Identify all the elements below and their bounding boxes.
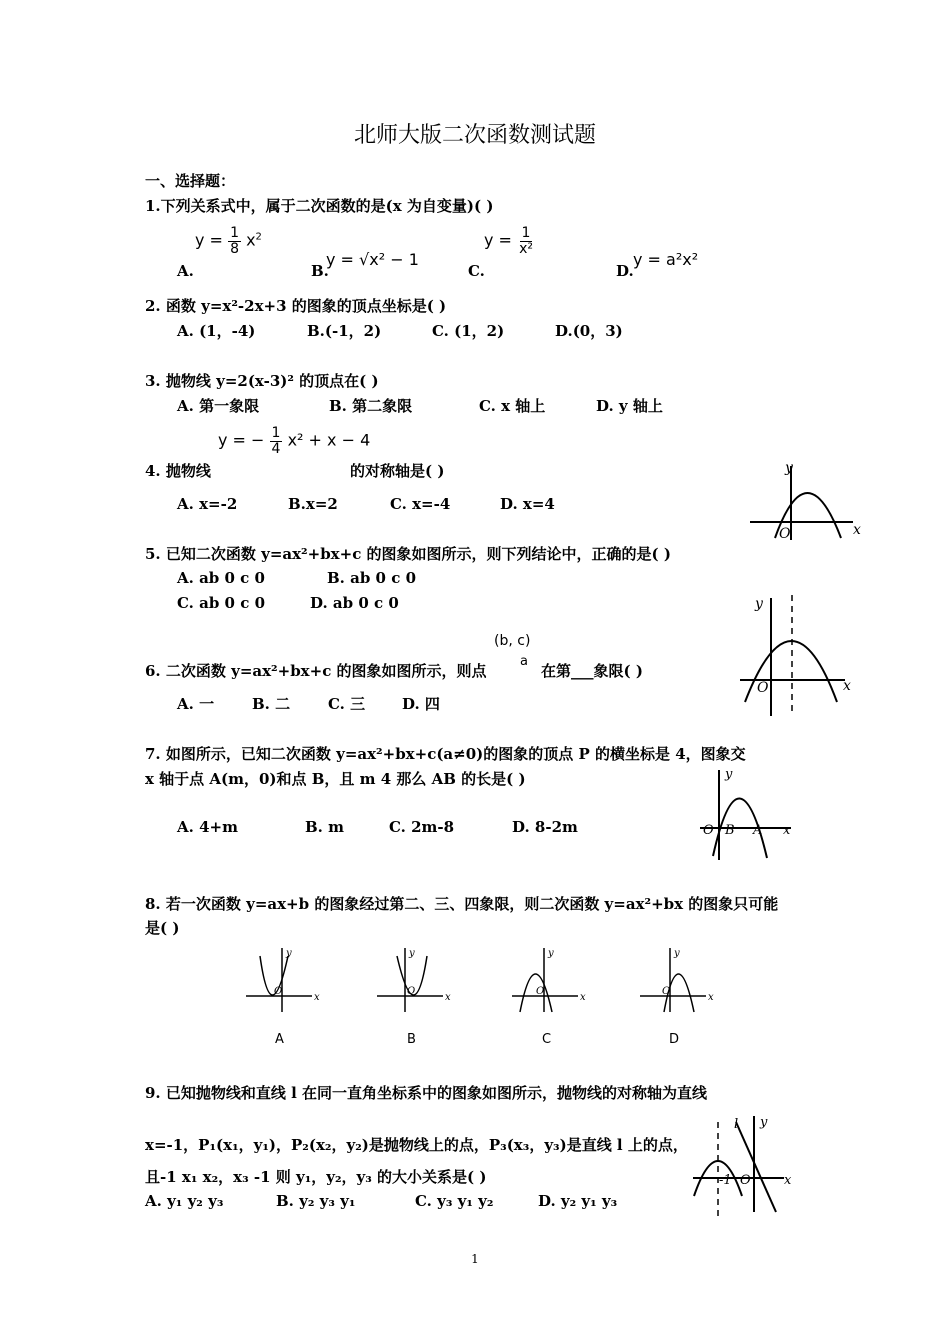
q4-stem-prefix: 4. 抛物线 [145,462,211,480]
q6-point-numerator: (b, c) [494,633,531,649]
q8-graph-a-origin-label: O [274,986,283,997]
q1-option-c-label: C. [468,262,485,280]
q8-graph-d [638,944,718,1014]
q2-option-c: C. (1，2) [432,322,505,340]
q4-option-c: C. x=-4 [390,495,451,513]
q6-stem-suffix: 在第___象限( ) [541,662,643,680]
q7-graph [695,762,800,862]
q9-stem-line3: 且-1 x₁ x₂，x₃ -1 则 y₁，y₂，y₃ 的大小关系是( ) [145,1168,487,1186]
q1-stem: 1.下列关系式中，属于二次函数的是(x 为自变量)( ) [145,197,494,215]
q7-option-b: B. m [305,818,344,836]
q8-stem-line2: 是( ) [145,919,180,937]
q1-option-d-formula: y = a²x² [633,250,699,269]
q2-stem: 2. 函数 y=x²-2x+3 的图象的顶点坐标是( ) [145,297,447,315]
q7-option-d: D. 8-2m [512,818,578,836]
q2-option-d: D.(0，3) [555,322,623,340]
q7-option-a: A. 4+m [177,818,238,836]
q8-graph-d-x-label: x [708,992,714,1003]
q4-option-d: D. x=4 [500,495,555,513]
q8-label-a: A [275,1032,284,1047]
q6-option-d: D. 四 [402,695,440,713]
q6-graph [735,590,860,718]
q4-option-b: B.x=2 [288,495,338,513]
q8-graph-c-x-label: x [580,992,586,1003]
q3-option-d: D. y 轴上 [596,397,663,415]
q4-formula: y = − $\frac{1}{4}$ x² + x − 4 [218,425,371,457]
q8-graph-d-y-label: y [674,948,680,959]
q6-option-c: C. 三 [328,695,366,713]
q9-stem-line2: x=-1，P₁(x₁，y₁)，P₂(x₂，y₂)是抛物线上的点，P₃(x₃，y₃)是直线 l 上的点， [145,1136,688,1154]
q6-point-denominator: a [520,654,528,669]
q7-graph-y-label: y [725,767,733,782]
q8-graph-c-origin-label: O [536,986,545,997]
q7-graph-origin-label: O [703,823,714,838]
q5-graph-x-label: x [853,522,861,538]
q9-graph-origin-label: O [740,1173,751,1188]
q9-graph [688,1112,800,1216]
q8-graph-b-origin-label: O [407,986,416,997]
section-heading: 一、选择题： [145,172,236,190]
q8-label-b: B [407,1032,416,1047]
q7-graph-b-label: B [725,823,735,838]
q8-graph-c [510,944,590,1014]
q8-graph-b-y-label: y [409,948,415,959]
q2-option-a: A. (1，-4) [177,322,256,340]
q5-stem: 5. 已知二次函数 y=ax²+bx+c 的图象如图所示，则下列结论中，正确的是( ) [145,545,671,563]
q9-option-b: B. y₂ y₃ y₁ [276,1192,356,1210]
q6-graph-origin-label: O [757,680,769,696]
q4-stem-suffix: 的对称轴是( ) [350,462,445,480]
q9-graph-x-label: x [784,1173,792,1188]
q5-option-b: B. ab 0 c 0 [327,569,417,587]
q5-graph-origin-label: O [779,526,791,542]
q5-option-c: C. ab 0 c 0 [177,594,266,612]
q6-graph-x-label: x [843,678,851,694]
page-title: 北师大版二次函数测试题 [353,123,596,148]
q1-option-b-formula: y = √x² − 1 [326,250,419,269]
q6-option-b: B. 二 [252,695,291,713]
q3-stem: 3. 抛物线 y=2(x-3)² 的顶点在( ) [145,372,379,390]
q4-option-a: A. x=-2 [177,495,238,513]
q8-label-d: D [669,1032,680,1047]
q8-graph-b-x-label: x [445,992,451,1003]
q1-option-d-label: D. [616,262,634,280]
q8-graph-b [375,944,455,1014]
q2-option-b: B.(-1，2) [307,322,382,340]
q3-option-b: B. 第二象限 [329,397,413,415]
q6-graph-y-label: y [755,596,763,612]
q9-option-a: A. y₁ y₂ y₃ [145,1192,224,1210]
q5-graph-y-label: y [785,460,793,476]
q5-option-a: A. ab 0 c 0 [177,569,265,587]
q9-graph-y-label: y [760,1115,768,1130]
q6-stem-prefix: 6. 二次函数 y=ax²+bx+c 的图象如图所示，则点 [145,662,487,680]
q1-option-b-label: B. [311,262,329,280]
q3-option-a: A. 第一象限 [177,397,260,415]
q8-stem-line1: 8. 若一次函数 y=ax+b 的图象经过第二、三、四象限，则二次函数 y=ax²+bx 的图象只可能 [145,895,779,913]
q7-stem-line1: 7. 如图所示，已知二次函数 y=ax²+bx+c(a≠0)的图象的顶点 P 的横坐标是 4，图象交 [145,745,746,763]
q8-graph-a [244,944,324,1014]
q8-label-c: C [542,1032,552,1047]
page-number: 1 [471,1252,479,1266]
q8-graph-a-x-label: x [314,992,320,1003]
q9-option-c: C. y₃ y₁ y₂ [415,1192,494,1210]
q9-option-d: D. y₂ y₁ y₃ [538,1192,618,1210]
q9-stem-line1: 9. 已知抛物线和直线 l 在同一直角坐标系中的图象如图所示，抛物线的对称轴为直线 [145,1084,708,1102]
q9-graph-neg1-label: -1 [719,1173,732,1188]
q1-option-a-label: A. [177,262,194,280]
q8-graph-d-origin-label: O [662,986,671,997]
q9-graph-line-label: l [734,1117,739,1132]
q1-option-c-formula: y = $\frac{1}{\text{x²}}$ [484,225,533,257]
q8-graph-c-y-label: y [548,948,554,959]
q6-option-a: A. 一 [177,695,215,713]
q7-graph-x-label: x [783,823,791,838]
q7-graph-a-label: A [753,823,763,838]
q1-option-a-formula: y = $\frac{1}{8}$ $x^2$ [195,225,262,257]
q3-option-c: C. x 轴上 [479,397,546,415]
q5-graph [745,458,865,543]
q7-option-c: C. 2m-8 [389,818,455,836]
q5-option-d: D. ab 0 c 0 [310,594,399,612]
q7-stem-line2: x 轴于点 A(m，0)和点 B，且 m 4 那么 AB 的长是( ) [145,770,526,788]
q8-graph-a-y-label: y [286,948,292,959]
